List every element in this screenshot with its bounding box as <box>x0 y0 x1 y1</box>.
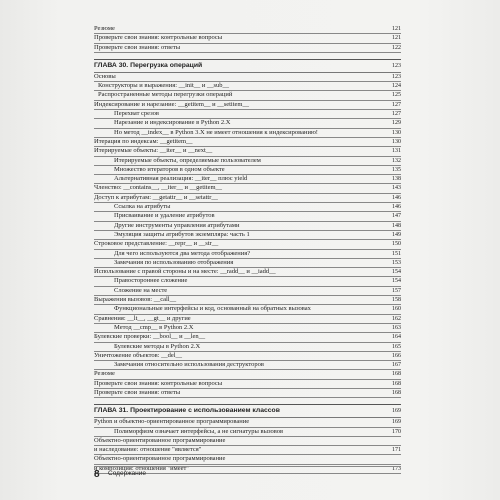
toc-entry <box>94 119 401 128</box>
toc-entry <box>94 203 401 212</box>
toc-entry-page: 160 <box>392 306 401 313</box>
toc-entry <box>94 455 401 464</box>
toc-entry-page: 168 <box>392 389 401 396</box>
toc-entry <box>94 277 401 286</box>
toc-entry-title: Нарезание и индексирование в Python 2.X <box>114 119 231 127</box>
toc-entry-title: Резюме <box>94 370 115 378</box>
toc-entry-page: 146 <box>392 194 401 201</box>
page-footer <box>94 466 401 479</box>
chapter-title: ГЛАВА 31. Проектирование с использованием классов <box>94 407 280 415</box>
toc-entry-title: Доступ к атрибутам: __getattr__ и __setattr__ <box>94 193 218 201</box>
toc-entry-title: Сравнения: __lt__, __gt__ и другие <box>94 314 191 322</box>
toc-entry <box>94 25 401 34</box>
toc-entry-title: Альтернативная реализация: __iter__ плюс yield <box>114 175 248 183</box>
toc-entry-page: 127 <box>392 111 401 118</box>
toc-entry <box>94 287 401 296</box>
chapter-31-heading <box>94 404 401 418</box>
toc-entry-title: Индексирование и нарезание: __getitem__ и __setitem__ <box>94 100 249 108</box>
toc-entry-page: 173 <box>392 465 401 472</box>
toc-entry <box>94 44 401 53</box>
toc-entry-title: Строковое представление: __repr__ и __str__ <box>94 240 219 248</box>
toc-entry-title: Проверьте свои знания: ответы <box>94 388 181 396</box>
toc-entry <box>94 184 401 193</box>
toc-entry-title: Объектно-ориентированное программирование <box>94 455 226 463</box>
toc-entry-title: Python и объектно-ориентированное программирование <box>94 418 250 426</box>
toc-entry-title: Полиморфизм означает интерфейсы, а не сигнатуры вызовов <box>114 427 284 435</box>
toc-entry <box>94 305 401 314</box>
toc-entry <box>94 333 401 342</box>
toc-entry <box>94 315 401 324</box>
toc-entry-page: 148 <box>392 222 401 229</box>
toc-entry-title: Конструкторы и выражения: __init__ и __sub__ <box>98 82 230 90</box>
toc-entry <box>94 82 401 91</box>
toc-entry-title: Замечания по использованию отображения <box>114 258 234 266</box>
chapter-30-entries <box>94 73 401 398</box>
table-of-contents <box>94 25 401 474</box>
chapter-title: ГЛАВА 30. Перегрузка операций <box>94 61 203 69</box>
toc-entry-title: Другие инструменты управления атрибутами <box>114 221 240 229</box>
toc-entry <box>94 389 401 398</box>
toc-entry <box>94 91 401 100</box>
toc-entry-title: Булевские методы в Python 2.X <box>114 342 201 350</box>
toc-entry-title: Распространенные методы перегрузки операций <box>98 91 233 99</box>
toc-entry <box>94 166 401 175</box>
toc-entry <box>94 222 401 231</box>
toc-entry-page: 138 <box>392 176 401 183</box>
toc-entry-title: Функциональные интерфейсы и код, основанный на обратных вызовах <box>114 305 311 313</box>
toc-entry-page: 121 <box>392 26 401 32</box>
toc-entry-title: Проверьте свои знания: контрольные вопросы <box>94 34 223 42</box>
toc-entry-page: 169 <box>392 419 401 426</box>
toc-entry-page: 154 <box>392 269 401 276</box>
toc-entry <box>94 428 401 437</box>
toc-entry-page: 129 <box>392 120 401 127</box>
toc-entry <box>94 324 401 333</box>
toc-entry-page: 124 <box>392 83 401 90</box>
toc-entry <box>94 380 401 389</box>
footer-label: Содержание <box>108 470 146 477</box>
toc-entry-page: 146 <box>392 204 401 211</box>
toc-entry <box>94 259 401 268</box>
toc-entry-page: 171 <box>392 447 401 454</box>
toc-entry-page: 130 <box>392 129 401 136</box>
toc-entry <box>94 231 401 240</box>
toc-entry <box>94 110 401 119</box>
toc-entry-title: Выражения вызовов: __call__ <box>94 296 177 304</box>
toc-entry <box>94 147 401 156</box>
chapter-30-heading <box>94 59 401 73</box>
toc-entry-title: Множество итераторов в одном объекте <box>114 165 225 173</box>
toc-entry-page: 168 <box>392 371 401 378</box>
toc-entry <box>94 446 401 455</box>
toc-entry-page: 151 <box>392 250 401 257</box>
toc-entry-page: 158 <box>392 297 401 304</box>
toc-entry-title: Уничтожение объектов: __del__ <box>94 351 183 359</box>
toc-entry-page: 131 <box>392 148 401 155</box>
toc-entry-title: Метод __cmp__ в Python 2.X <box>114 323 194 331</box>
toc-entry-title: Проверьте свои знания: контрольные вопросы <box>94 379 223 387</box>
toc-entry <box>94 250 401 259</box>
toc-entry-page: 143 <box>392 185 401 192</box>
toc-entry <box>94 343 401 352</box>
toc-entry <box>94 361 401 370</box>
toc-entry-title: Ссылка на атрибуты <box>114 203 171 211</box>
toc-entry-page: 154 <box>392 278 401 285</box>
toc-entry-page: 164 <box>392 334 401 341</box>
toc-entry-title: Использование с правой стороны и на месте: __radd__ и __iadd__ <box>94 268 276 276</box>
toc-entry-title: Но метод __index__ в Python 3.X не имеет отношения к индексированию! <box>114 128 318 136</box>
toc-entry-page: 149 <box>392 231 401 238</box>
toc-entry <box>94 157 401 166</box>
toc-entry-page: 168 <box>392 380 401 387</box>
toc-entry-title: Объектно-ориентированное программирование <box>94 436 226 444</box>
toc-entry <box>94 370 401 379</box>
toc-entry-page: 157 <box>392 287 401 294</box>
toc-entry-page: 153 <box>392 259 401 266</box>
toc-entry <box>94 418 401 427</box>
toc-entry-page: 135 <box>392 166 401 173</box>
toc-entry-page: 165 <box>392 343 401 350</box>
toc-entry-title: Резюме <box>94 25 115 32</box>
toc-entry-page: 122 <box>392 44 401 51</box>
toc-entry-page: 127 <box>392 101 401 108</box>
toc-entry <box>94 175 401 184</box>
toc-entry-page: 125 <box>392 92 401 99</box>
toc-entry-page: 121 <box>392 35 401 42</box>
toc-entry-page: 150 <box>392 241 401 248</box>
toc-entry <box>94 73 401 82</box>
toc-entry-title: Итерация по индексам: __getitem__ <box>94 137 193 145</box>
toc-entry <box>94 129 401 138</box>
toc-entry <box>94 138 401 147</box>
toc-entry-title: и наследование: отношение "является" <box>94 446 202 454</box>
toc-entry <box>94 240 401 249</box>
toc-entry-title: Правостороннее сложение <box>114 277 188 285</box>
toc-entry-page: 123 <box>392 73 401 80</box>
page-number: 8 <box>94 469 100 480</box>
toc-entry <box>94 101 401 110</box>
toc-entry-page: 166 <box>392 352 401 359</box>
toc-entry-page: 170 <box>392 428 401 435</box>
toc-entry-page: 130 <box>392 138 401 145</box>
toc-entry-title: Основы <box>94 72 116 80</box>
toc-entry-page: 163 <box>392 324 401 331</box>
toc-entry-title: Перехват срезов <box>114 110 159 118</box>
toc-entry-title: Проверьте свои знания: ответы <box>94 43 181 51</box>
toc-intro-section <box>94 25 401 53</box>
toc-entry-page: 162 <box>392 315 401 322</box>
toc-entry-title: и композиция: отношения "имеет" <box>94 464 190 472</box>
toc-entry <box>94 352 401 361</box>
toc-entry-title: Для чего используются два метода отображения? <box>114 249 251 257</box>
toc-entry <box>94 437 401 446</box>
toc-entry <box>94 34 401 43</box>
toc-entry-page: 147 <box>392 213 401 220</box>
toc-entry <box>94 296 401 305</box>
toc-entry <box>94 212 401 221</box>
toc-entry-title: Сложение на месте <box>114 286 168 294</box>
toc-entry-title: Эмуляция защиты атрибутов экземпляра: часть 1 <box>114 230 250 238</box>
toc-entry-title: Членство: __contains__, __iter__ и __getitem__ <box>94 184 223 192</box>
toc-entry-title: Булевские проверки: __bool__ и __len__ <box>94 333 206 341</box>
toc-entry-title: Замечания относительно использования деструкторов <box>114 361 264 369</box>
toc-entry-page: 132 <box>392 157 401 164</box>
toc-entry-title: Присваивание и удаление атрибутов <box>114 212 215 220</box>
toc-entry-page: 167 <box>392 362 401 369</box>
toc-entry <box>94 268 401 277</box>
chapter-page: 169 <box>392 408 401 415</box>
toc-entry-title: Итерируемые объекты: __iter__ и __next__ <box>94 147 213 155</box>
toc-entry-title: Итерируемые объекты, определяемые пользователем <box>114 156 261 164</box>
toc-entry <box>94 194 401 203</box>
chapter-page: 123 <box>392 62 401 69</box>
